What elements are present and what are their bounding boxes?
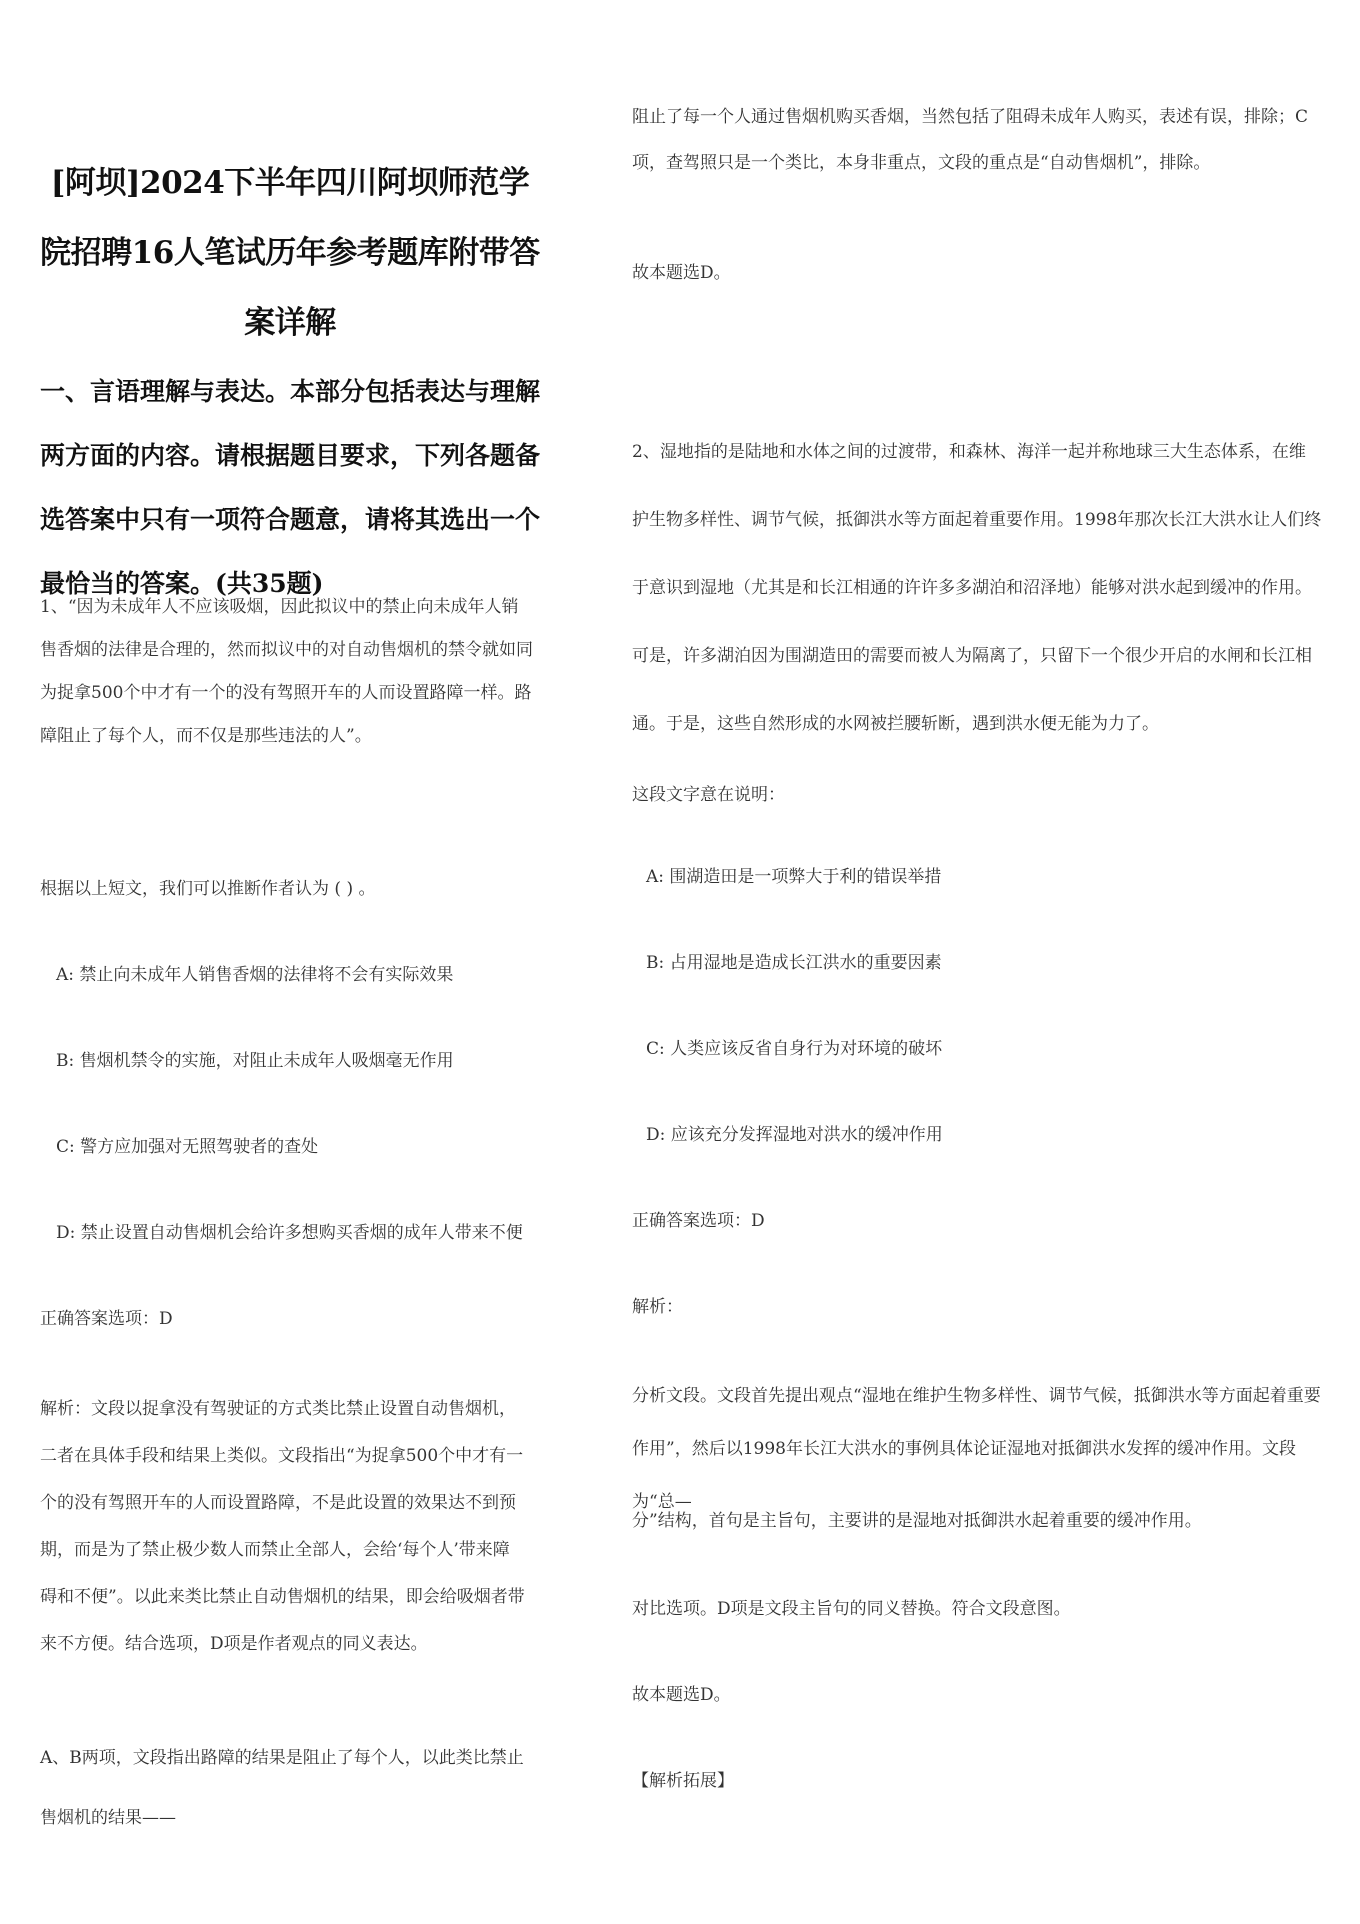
q1-analysis-options-ab: A、B两项，文段指出路障的结果是阻止了每个人，以此类比禁止售烟机的结果—— — [40, 1748, 524, 1828]
document-title: [阿坝]2024下半年四川阿坝师范学院招聘16人笔试历年参考题库附带答案详解 — [40, 165, 540, 341]
q1-option-a: A: 禁止向未成年人销售香烟的法律将不会有实际效果 — [56, 965, 454, 985]
q1-option-d: D: 禁止设置自动售烟机会给许多想购买香烟的成年人带来不便 — [56, 1223, 523, 1243]
q2-analysis-label: 解析： — [632, 1297, 683, 1317]
q1-option-b: B: 售烟机禁令的实施，对阻止未成年人吸烟毫无作用 — [56, 1051, 454, 1071]
q2-analysis-body: 分析文段。文段首先提出观点“湿地在维护生物多样性、调节气候，抵御洪水等方面起着重要作用”，然后以1998年长江大洪水的事例具体论证湿地对抵御洪水发挥的缓冲作用。文段为“总— — [632, 1386, 1321, 1512]
q2-contrast: 对比选项。D项是文段主旨句的同义替换。符合文段意图。 — [632, 1599, 1071, 1619]
q1-analysis: 解析：文段以捉拿没有驾驶证的方式类比禁止设置自动售烟机，二者在具体手段和结果上类似。文段指出“为捉拿500个中才有一个的没有驾照开车的人而设置路障，不是此设置的效果达不到预期，而是为了禁止极少数人而禁止全部人，会给‘每个人’带来障碍和不便”。以此来类比禁止自动售烟机的结果，即会给吸烟者带来不方便。结合选项，D项是作者观点的同义表达。 — [40, 1399, 525, 1654]
q2-option-b: B: 占用湿地是造成长江洪水的重要因素 — [646, 953, 942, 973]
q2-question: 这段文字意在说明： — [632, 785, 785, 805]
q2-analysis-structure: 分”结构，首句是主旨句，主要讲的是湿地对抵御洪水起着重要的缓冲作用。 — [632, 1511, 1202, 1531]
q2-option-d: D: 应该充分发挥湿地对洪水的缓冲作用 — [646, 1125, 943, 1145]
q2-stem: 2、湿地指的是陆地和水体之间的过渡带，和森林、海洋一起并称地球三大生态体系，在维护生物多样性、调节气候，抵御洪水等方面起着重要作用。1998年那次长江大洪水让人们终于意识到湿地（尤其是和长江相通的许许多多湖泊和沼泽地）能够对洪水起到缓冲的作用。可是，许多湖泊因为围湖造田的需要而被人为隔离了，只留下一个很少开启的水闸和长江相通。于是，这些自然形成的水网被拦腰斩断，遇到洪水便无能为力了。 — [632, 442, 1322, 734]
q1-analysis-continued: 阻止了每一个人通过售烟机购买香烟，当然包括了阻碍未成年人购买，表述有误，排除；C项，查驾照只是一个类比，本身非重点，文段的重点是“自动售烟机”，排除。 — [632, 107, 1309, 173]
q2-option-c: C: 人类应该反省自身行为对环境的破坏 — [646, 1039, 943, 1059]
q2-conclusion: 故本题选D。 — [632, 1685, 731, 1705]
q2-extension-heading: 【解析拓展】 — [632, 1771, 734, 1791]
q2-answer: 正确答案选项：D — [632, 1211, 765, 1231]
q1-stem: 1、“因为未成年人不应该吸烟，因此拟议中的禁止向未成年人销售香烟的法律是合理的，然而拟议中的对自动售烟机的禁令就如同为捉拿500个中才有一个的没有驾照开车的人而设置路障一样。路障阻止了每个人，而不仅是那些违法的人”。 — [40, 597, 533, 746]
q1-question: 根据以上短文，我们可以推断作者认为 ( ) 。 — [40, 879, 376, 899]
q2-option-a: A: 围湖造田是一项弊大于利的错误举措 — [646, 867, 942, 887]
q1-answer: 正确答案选项：D — [40, 1309, 173, 1329]
q1-option-c: C: 警方应加强对无照驾驶者的查处 — [56, 1137, 319, 1157]
q1-conclusion: 故本题选D。 — [632, 263, 731, 283]
section-heading: 一、言语理解与表达。本部分包括表达与理解两方面的内容。请根据题目要求，下列各题备选答案中只有一项符合题意，请将其选出一个最恰当的答案。(共35题) — [40, 377, 541, 598]
